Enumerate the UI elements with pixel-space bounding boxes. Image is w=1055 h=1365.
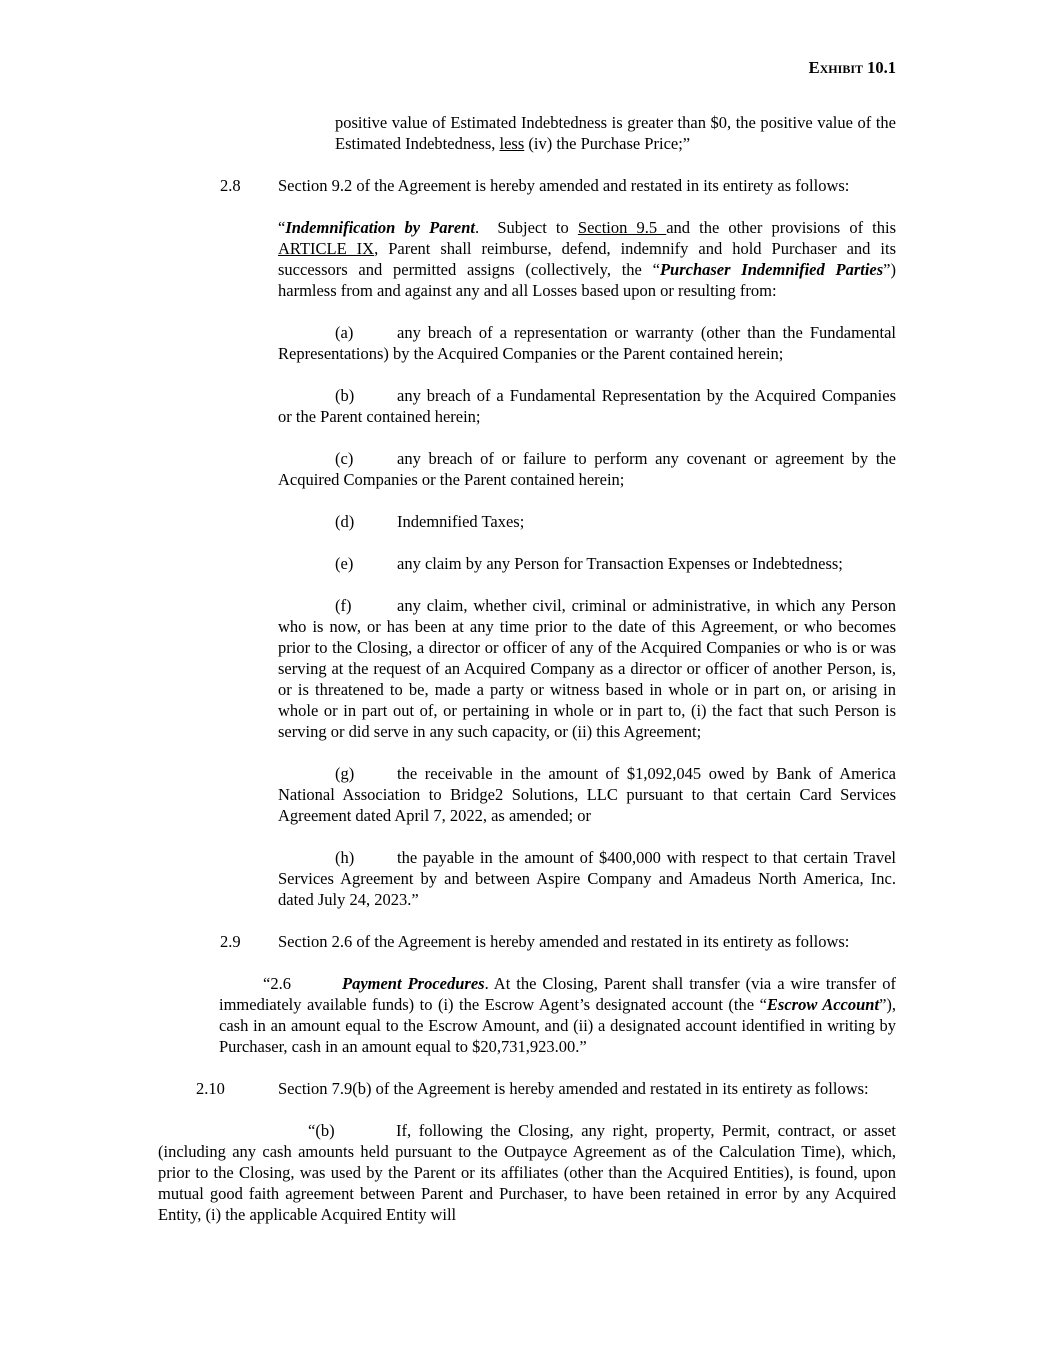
paragraph-payment-procedures-quote [219,973,896,1057]
section-text: Section 2.6 of the Agreement is hereby amended and restated in its entirety as follows: [278,932,850,951]
section-text: Section 9.2 of the Agreement is hereby amended and restated in its entirety as follows: [278,176,850,195]
item-text: any breach of a Fundamental Representation by the Acquired Companies or the Parent contained herein; [278,386,896,426]
list-item-a [278,322,896,364]
list-item-h [278,847,896,910]
item-label: (h) [335,848,355,867]
paragraph-indemnification-quote: “Indemnification by Parent. Subject to Section 9.5 and the other provisions of this ARTICLE IX, Parent shall reimburse, defend, indemnify and hold Purchaser and its successors and permitted assigns (collectively, the “Purchaser Indemnified Parties”) harmless from and against any and all Losses based upon or resulting from: [278,218,897,300]
paragraph-quote-continuation: positive value of Estimated Indebtedness is greater than $0, the positive value of the Estimated Indebtedness, less (iv) the Purchase Price;” [335,113,896,153]
item-text: Indemnified Taxes; [397,512,525,531]
exhibit-header: Exhibit 10.1 [808,58,896,77]
item-label: (f) [335,596,352,615]
item-label: (g) [335,764,355,783]
paragraph-7-9-b-quote [158,1120,896,1225]
item-label: (c) [335,449,354,468]
list-item-c [278,448,896,490]
paragraph-section-2-8 [158,175,896,196]
quote-label: “2.6 [263,974,291,993]
item-text: any claim by any Person for Transaction Expenses or Indebtedness; [397,554,843,573]
section-number: 2.8 [220,176,241,195]
item-text: any breach of a representation or warranty (other than the Fundamental Representations) by the Acquired Companies or the Parent contained herein; [278,323,896,363]
section-number: 2.10 [196,1079,225,1098]
item-label: (b) [335,386,355,405]
item-label: (d) [335,512,355,531]
quote-label: “(b) [308,1121,335,1140]
list-item-d [278,511,896,532]
paragraph-section-2-10 [158,1078,896,1099]
list-item-g [278,763,896,826]
section-number: 2.9 [220,932,241,951]
item-text: the payable in the amount of $400,000 with respect to that certain Travel Services Agreement by and between Aspire Company and Amadeus North America, Inc. dated July 24, 2023.” [278,848,896,909]
paragraph-section-2-9 [158,931,896,952]
quote-text: If, following the Closing, any right, property, Permit, contract, or asset (including any cash amounts held pursuant to the Outpayce Agreement as of the Calculation Time), which, prior to the Closing, was used by the Parent or its affiliates (other than the Acquired Entities), is found, upon mutual good faith agreement between Parent and Purchaser, to have been retained in error by any Acquired Entity, (i) the applicable Acquired Entity will [158,1121,896,1224]
item-label: (a) [335,323,354,342]
section-text: Section 7.9(b) of the Agreement is hereby amended and restated in its entirety as follows: [278,1079,869,1098]
item-text: the receivable in the amount of $1,092,045 owed by Bank of America National Association to Bridge2 Solutions, LLC pursuant to that certain Card Services Agreement dated April 7, 2022, as amended; or [278,764,896,825]
item-text: any breach of or failure to perform any covenant or agreement by the Acquired Companies or the Parent contained herein; [278,449,896,489]
list-item-e [278,553,896,574]
list-item-f [278,595,896,742]
item-label: (e) [335,554,354,573]
list-item-b [278,385,896,427]
quote-text: Payment Procedures. At the Closing, Parent shall transfer (via a wire transfer of immediately available funds) to (i) the Escrow Agent’s designated account (the “Escrow Account”), cash in an amount equal to the Escrow Amount, and (ii) a designated account identified in writing by Purchaser, cash in an amount equal to $20,731,923.00.” [219,974,897,1056]
item-text: any claim, whether civil, criminal or administrative, in which any Person who is now, or has been at any time prior to the date of this Agreement, or who becomes prior to the Closing, a director or officer of any of the Acquired Companies or who is or was serving at the request of an Acquired Company as a director or officer of another Person, is, or is threatened to be, made a party or witness based in whole or in part on, or arising in whole or in part out of, or pertaining in whole or in part to, (i) the fact that such Person is serving or did serve in any such capacity, or (ii) this Agreement; [278,596,896,741]
